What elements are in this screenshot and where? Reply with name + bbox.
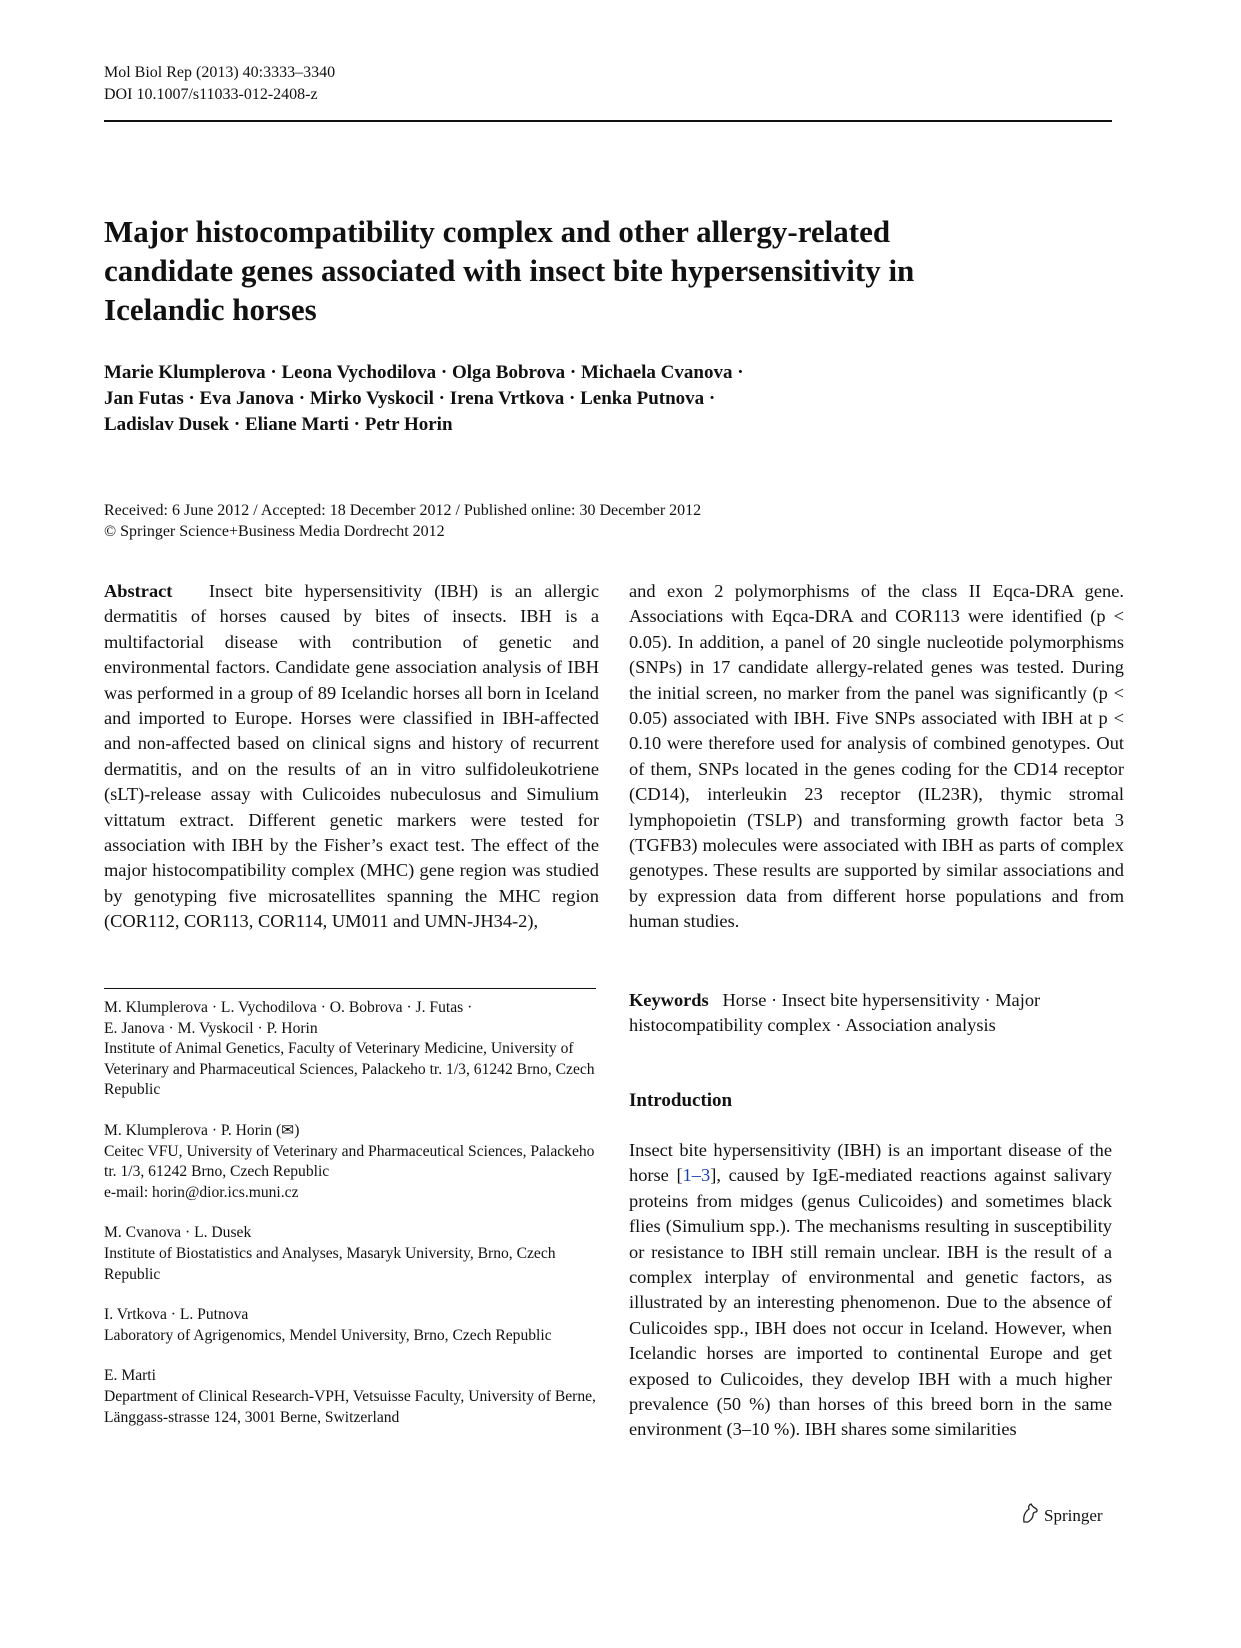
- author-line: Marie Klumplerova · Leona Vychodilova · Olga Bobrova · Michaela Cvanova ·: [104, 362, 744, 383]
- copyright-line: © Springer Science+Business Media Dordrecht 2012: [104, 523, 445, 540]
- publisher-footer: [1020, 1502, 1103, 1529]
- affiliation-names: E. Marti: [104, 1367, 156, 1385]
- publication-dates: [104, 500, 701, 542]
- affiliations: [104, 998, 596, 1448]
- author-line: Ladislav Dusek · Eliane Marti · Petr Horin: [104, 414, 453, 435]
- affiliation-address: Laboratory of Agrigenomics, Mendel University, Brno, Czech Republic: [104, 1326, 552, 1344]
- affiliation-block: [104, 1121, 596, 1203]
- affiliation-address: Institute of Biostatistics and Analyses, Masaryk University, Brno, Czech Republic: [104, 1244, 556, 1283]
- springer-horse-logo-icon: [1020, 1502, 1040, 1529]
- affiliation-address: Department of Clinical Research-VPH, Vetsuisse Faculty, University of Berne, Länggass-strasse 124, 3001 Berne, Switzerland: [104, 1387, 596, 1426]
- affiliation-names: I. Vrtkova · L. Putnova: [104, 1306, 249, 1324]
- abstract-left-column: [104, 579, 599, 935]
- abstract-text-left: Insect bite hypersensitivity (IBH) is an allergic dermatitis of horses caused by bites of insects. IBH is a multifactorial disease with contribution of genetic and environmental factors. Candidate gene association analysis of IBH was performed in a group of 89 Icelandic horses all born in Iceland and imported to Europe. Horses were classified in IBH-affected and non-affected based on clinical signs and history of recurrent dermatitis, and on the results of an in vitro sulfidoleukotriene (sLT)-release assay with Culicoides nubeculosus and Simulium vittatum extract. Different genetic markers were tested for association with IBH by the Fisher’s exact test. The effect of the major histocompatibility complex (MHC) gene region was studied by genotyping five microsatellites spanning the MHC region (COR112, COR113, COR114, UM011 and UMN-JH34-2),: [104, 581, 600, 932]
- header-rule: [104, 120, 1112, 122]
- abstract-right-column: [629, 579, 1124, 935]
- keywords-label: Keywords: [629, 990, 709, 1010]
- journal-citation: Mol Biol Rep (2013) 40:3333–3340: [104, 64, 336, 81]
- affiliation-names: E. Janova · M. Vyskocil · P. Horin: [104, 1019, 318, 1037]
- affiliation-block: [104, 1305, 596, 1346]
- affiliation-names: M. Cvanova · L. Dusek: [104, 1224, 252, 1242]
- introduction-heading: Introduction: [629, 1090, 733, 1111]
- intro-text-rest: ], caused by IgE-mediated reactions against salivary proteins from midges (genus Culicoides) and sometimes black flies (Simulium spp.). The mechanisms resulting in susceptibility or resistance to IBH still remain unclear. IBH is the result of a complex interplay of environmental and genetic factors, as illustrated by an interesting phenomenon. Due to the absence of Culicoides spp., IBH does not occur in Iceland. However, when Icelandic horses are imported to continental Europe and get exposed to Culicoides, they develop IBH with a much higher prevalence (50 %) than horses of this breed born in the same environment (3–10 %). IBH shares some similarities: [629, 1165, 1112, 1440]
- received-dates: Received: 6 June 2012 / Accepted: 18 December 2012 / Published online: 30 December 2012: [104, 502, 702, 519]
- paper-title: Major histocompatibility complex and other allergy-related candidate genes associated with insect bite hypersensitivity in Icelandic horses: [104, 214, 915, 327]
- author-list: [104, 360, 864, 438]
- affiliation-rule: [104, 988, 596, 989]
- affiliation-block: [104, 998, 596, 1101]
- affiliation-address: Institute of Animal Genetics, Faculty of Veterinary Medicine, University of Veterinary and Pharmaceutical Sciences, Palackeho tr. 1/3, 61242 Brno, Czech Republic: [104, 1040, 595, 1099]
- affiliation-names: M. Klumplerova · L. Vychodilova · O. Bobrova · J. Futas ·: [104, 999, 473, 1016]
- intro-text-start: Insect bite hypersensitivity (IBH) is an important disease of the horse [: [629, 1140, 1112, 1186]
- corresponding-email[interactable]: e-mail: horin@dior.ics.muni.cz: [104, 1183, 299, 1201]
- abstract-text-right: and exon 2 polymorphisms of the class II Eqca-DRA gene. Associations with Eqca-DRA and COR113 were identified (p < 0.05). In addition, a panel of 20 single nucleotide polymorphisms (SNPs) in 17 candidate allergy-related genes was tested. During the initial screen, no marker from the panel was significantly (p < 0.05) associated with IBH. Five SNPs associated with IBH at p < 0.10 were therefore used for analysis of combined genotypes. Out of them, SNPs located in the genes coding for the CD14 receptor (CD14), interleukin 23 receptor (IL23R), thymic stromal lymphopoietin (TSLP) and transforming growth factor beta 3 (TGFB3) molecules were associated with IBH as parts of complex genotypes. These results are supported by similar associations and by expression data from different horse populations and from human studies.: [629, 581, 1124, 932]
- introduction-text: [629, 1138, 1112, 1443]
- affiliation-block: [104, 1366, 596, 1428]
- keywords: [629, 988, 1109, 1039]
- citation-link[interactable]: 1–3: [682, 1165, 711, 1186]
- journal-header: [104, 62, 335, 106]
- affiliation-block: [104, 1223, 596, 1285]
- abstract-paragraph: [104, 579, 599, 935]
- journal-doi: DOI 10.1007/s11033-012-2408-z: [104, 86, 318, 103]
- affiliation-names: M. Klumplerova · P. Horin (✉): [104, 1121, 300, 1139]
- affiliation-address: Ceitec VFU, University of Veterinary and Pharmaceutical Sciences, Palackeho tr. 1/3, 61242 Brno, Czech Republic: [104, 1142, 595, 1181]
- abstract-label: Abstract: [104, 581, 173, 601]
- keywords-text: Horse · Insect bite hypersensitivity · Major histocompatibility complex · Association analysis: [629, 990, 1041, 1036]
- author-line: Jan Futas · Eva Janova · Mirko Vyskocil · Irena Vrtkova · Lenka Putnova ·: [104, 388, 716, 409]
- publisher-name: Springer: [1044, 1505, 1103, 1525]
